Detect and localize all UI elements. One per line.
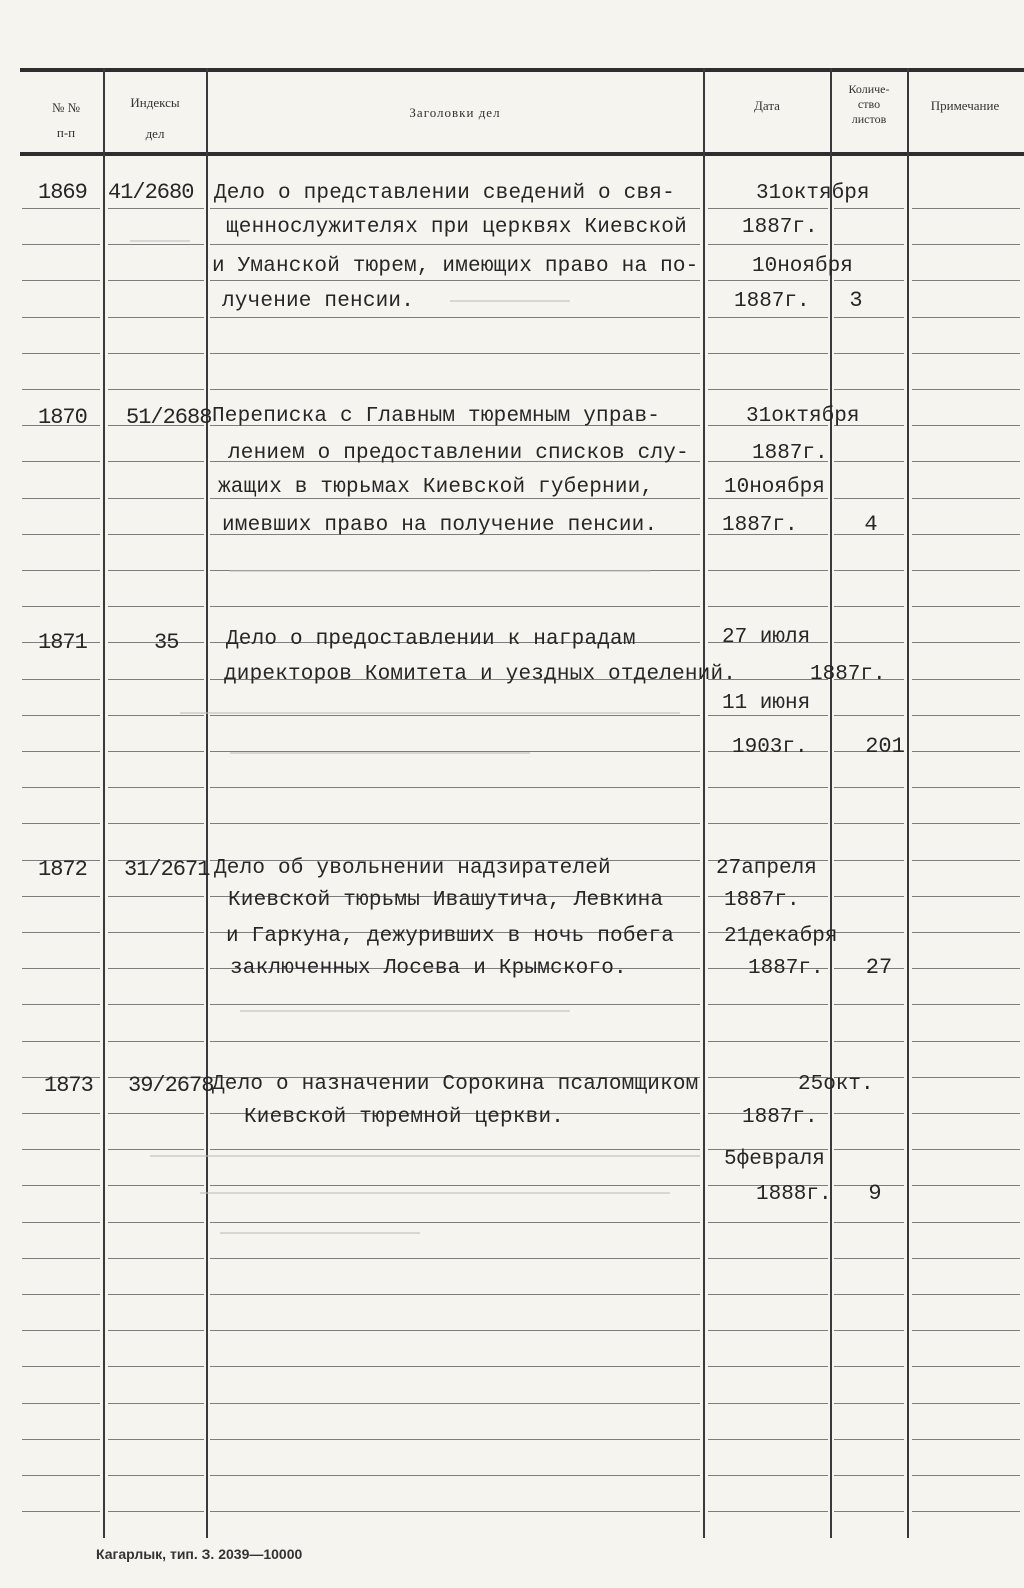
ruled-line [22,896,100,897]
entry-index: 35 [154,630,179,655]
ruled-line [912,244,1020,245]
header-title: Заголовки дел [409,105,501,120]
ruled-line [834,280,904,281]
ruled-line [210,1330,700,1331]
ruled-line [22,208,100,209]
entry-date-end-year: 1887г. [722,514,798,537]
bleed-through-mark [240,1010,570,1012]
entry-number: 1871 [38,630,87,655]
bleed-through-mark [180,712,680,714]
ruled-line [210,208,700,209]
ruled-line [834,244,904,245]
ruled-line [22,1185,100,1186]
entry-sheet-count: 4 [864,512,878,537]
ruled-line [834,932,904,933]
ruled-line [108,932,204,933]
entry-date-start-year: 1887г. [810,663,886,686]
entry-index: 39/2678 [128,1073,214,1098]
entry-title-line: Дело о назначении Сорокина псаломщиком [212,1073,699,1096]
entry-date-end-year: 1887г. [748,957,824,980]
entry-title-line: директоров Комитета и уездных отделений. [224,663,737,686]
ruled-line [912,1185,1020,1186]
ruled-line [210,1403,700,1404]
ruled-line [834,498,904,499]
ruled-line [22,1511,100,1512]
ruled-line [834,1403,904,1404]
ruled-line [834,1330,904,1331]
ruled-line [108,679,204,680]
entry-date-start-year: 1887г. [742,1106,818,1129]
ruled-line [108,606,204,607]
ruled-line [912,1330,1020,1331]
entry-index: 31/2671 [124,857,210,882]
ruled-line [834,570,904,571]
ruled-line [108,1475,204,1476]
ruled-line [22,534,100,535]
ruled-line [22,932,100,933]
ruled-line [22,1041,100,1042]
ruled-line [108,1004,204,1005]
ruled-line [708,1294,828,1295]
ruled-line [912,208,1020,209]
entry-title-line: заключенных Лосева и Крымского. [230,957,627,980]
ruled-line [22,1475,100,1476]
entry-sheet-count: 201 [865,734,905,759]
ruled-line [834,1113,904,1114]
entry-title-line: лением о предоставлении списков слу- [228,442,689,465]
ruled-line [22,1222,100,1223]
entry-sheet-count: 9 [868,1181,882,1206]
ruled-line [22,606,100,607]
ruled-line [708,1439,828,1440]
ruled-line [834,317,904,318]
ruled-line [22,823,100,824]
ruled-line [834,208,904,209]
ruled-line [708,317,828,318]
ruled-line [108,534,204,535]
ruled-line [834,860,904,861]
ruled-line [108,353,204,354]
ruled-line [912,1439,1020,1440]
ruled-line [834,1294,904,1295]
ruled-line [912,1004,1020,1005]
ruled-line [834,606,904,607]
entry-date-start-year: 1887г. [724,889,800,912]
ruled-line [210,1366,700,1367]
entry-date-end-year: 1888г. [756,1183,832,1206]
ruled-line [912,751,1020,752]
ruled-line [108,1222,204,1223]
ruled-line [834,461,904,462]
ruled-line [210,1041,700,1042]
entry-title-line: и Уманской тюрем, имеющих право на по- [212,255,699,278]
ruled-line [22,715,100,716]
entry-date-start: 25окт. [798,1073,874,1096]
ruled-line [22,1439,100,1440]
ruled-line [108,968,204,969]
ruled-line [912,317,1020,318]
ruled-line [834,1004,904,1005]
bleed-through-mark [450,300,570,302]
ruled-line [912,570,1020,571]
ruled-line [108,715,204,716]
ruled-line [22,1149,100,1150]
ruled-line [708,1366,828,1367]
ruled-line [210,1149,700,1150]
entry-sheet-count: 27 [865,955,893,980]
entry-number: 1869 [38,180,87,205]
ruled-line [210,1475,700,1476]
ruled-line [708,1222,828,1223]
ruled-line [708,1475,828,1476]
ruled-line [108,896,204,897]
ruled-line [834,1149,904,1150]
ruled-line [912,1511,1020,1512]
bleed-through-mark [230,752,530,754]
ruled-line [108,1294,204,1295]
ruled-line [108,570,204,571]
ruled-line [108,317,204,318]
ruled-line [912,280,1020,281]
entry-date-end: 21декабря [724,925,838,948]
ruled-line [708,1258,828,1259]
ruled-line [912,353,1020,354]
ruled-line [708,606,828,607]
ruled-line [708,353,828,354]
entry-date-end-year: 1903г. [732,736,808,759]
bleed-through-mark [130,240,190,242]
entry-sheet-count: 3 [849,288,863,313]
ruled-line [108,280,204,281]
ruled-line [210,606,700,607]
ruled-line [210,280,700,281]
ruled-line [210,389,700,390]
header-bottom-rule [20,152,1024,156]
ruled-line [108,1330,204,1331]
ruled-line [210,244,700,245]
col-divider-2 [206,68,208,1538]
ruled-line [834,1366,904,1367]
entry-date-end-year: 1887г. [734,290,810,313]
ruled-line [108,1149,204,1150]
ruled-line [708,208,828,209]
ruled-line [834,1511,904,1512]
ruled-line [912,1113,1020,1114]
entry-date-start-year: 1887г. [742,216,818,239]
entry-date-start: 31октября [756,182,870,205]
ruled-line [210,1294,700,1295]
ruled-line [834,353,904,354]
ruled-line [834,1439,904,1440]
ruled-line [22,1113,100,1114]
ruled-line [708,570,828,571]
ruled-line [22,1004,100,1005]
ruled-line [108,1439,204,1440]
ruled-line [912,715,1020,716]
ruled-line [708,823,828,824]
ruled-line [912,1149,1020,1150]
ruled-line [22,751,100,752]
ruled-line [912,968,1020,969]
entry-date-end: 5февраля [724,1148,825,1171]
ruled-line [912,389,1020,390]
ruled-line [912,534,1020,535]
ruled-line [22,1294,100,1295]
bleed-through-mark [200,1192,670,1194]
ruled-line [834,389,904,390]
bleed-through-mark [150,1155,700,1157]
ruled-line [912,1222,1020,1223]
ruled-line [708,1041,828,1042]
ruled-line [912,1475,1020,1476]
ruled-line [912,425,1020,426]
entry-date-start: 27апреля [716,857,817,880]
ruled-line [912,1294,1020,1295]
ruled-line [108,244,204,245]
ruled-line [108,751,204,752]
ruled-line [912,1041,1020,1042]
ruled-line [108,1366,204,1367]
header-count: Количе- ство листов [848,82,890,126]
ruled-line [912,1403,1020,1404]
ruled-line [210,353,700,354]
ruled-line [210,1185,700,1186]
ruled-line [210,1222,700,1223]
ruled-line [708,715,828,716]
entry-date-end: 11 июня [722,692,811,715]
ruled-line [108,1113,204,1114]
ruled-line [108,1041,204,1042]
entry-title-line: Киевской тюремной церкви. [244,1106,565,1129]
col-divider-1 [103,68,105,1538]
ruled-line [912,860,1020,861]
ruled-line [708,244,828,245]
entry-title-line: Дело об увольнении надзирателей [214,857,611,880]
ruled-line [210,317,700,318]
col-divider-3 [703,68,705,1538]
entry-title-line: щеннослужителях при церквях Киевской [226,216,687,239]
ruled-line [22,498,100,499]
header-index: Индексы дел [130,95,180,141]
ruled-line [22,679,100,680]
entry-date-start: 27 июля [722,626,811,649]
entry-date-start: 31октября [746,405,860,428]
ruled-line [708,1004,828,1005]
entry-date-end: 10ноября [724,476,825,499]
ruled-line [834,1041,904,1042]
ruled-line [22,389,100,390]
ruled-line [912,1258,1020,1259]
ruled-line [912,1366,1020,1367]
ruled-line [210,823,700,824]
ruled-line [22,317,100,318]
ruled-line [834,787,904,788]
entry-title-line: Киевской тюрьмы Ивашутича, Левкина [228,889,664,912]
entry-index: 51/2688 [126,405,212,430]
ruled-line [912,1077,1020,1078]
entry-title-line: Дело о представлении сведений о свя- [214,182,675,205]
entry-date-end: 10ноября [752,255,853,278]
ruled-line [210,715,700,716]
entry-number: 1872 [38,857,87,882]
ruled-line [912,896,1020,897]
header-note: Примечание [930,98,1000,113]
printer-imprint: Кагарлык, тип. З. 2039—10000 [96,1546,303,1562]
ruled-line [22,1330,100,1331]
ruled-line [22,353,100,354]
bleed-through-mark [220,1232,420,1234]
ruled-line [834,715,904,716]
ruled-line [108,787,204,788]
ruled-line [210,1439,700,1440]
ruled-line [108,498,204,499]
ruled-line [22,1366,100,1367]
entry-title-line: Дело о предоставлении к наградам [226,628,636,651]
header-top-rule [20,68,1024,72]
entry-title-line: Переписка с Главным тюремным управ- [212,405,661,428]
ruled-line [834,1258,904,1259]
ruled-line [912,606,1020,607]
entry-title-line: имевших право на получение пенсии. [222,514,658,537]
bleed-through-mark [230,570,650,572]
ruled-line [912,461,1020,462]
ruled-line [708,389,828,390]
ruled-line [22,1403,100,1404]
ruled-line [22,280,100,281]
ruled-line [108,1258,204,1259]
ruled-line [708,1403,828,1404]
ruled-line [912,642,1020,643]
ruled-line [708,280,828,281]
header-no: № № п-п [51,100,81,140]
ruled-line [834,896,904,897]
ruled-line [108,389,204,390]
entry-title-line: жащих в тюрьмах Киевской губернии, [218,476,654,499]
entry-date-start-year: 1887г. [752,442,828,465]
entry-number: 1870 [38,405,87,430]
ruled-line [210,1004,700,1005]
entry-index: 41/2680 [108,180,194,205]
ruled-line [834,823,904,824]
ruled-line [834,642,904,643]
ruled-line [912,679,1020,680]
entry-title-line: и Гаркуна, дежуривших в ночь побега [226,925,675,948]
ruled-line [22,1258,100,1259]
ruled-line [708,787,828,788]
ruled-line [108,823,204,824]
col-divider-5 [907,68,909,1538]
ruled-line [834,1222,904,1223]
ruled-line [22,461,100,462]
ruled-line [912,823,1020,824]
ruled-line [108,461,204,462]
ruled-line [210,787,700,788]
ruled-line [108,1511,204,1512]
ruled-line [834,1475,904,1476]
ruled-line [108,208,204,209]
ruled-line [912,932,1020,933]
ruled-line [108,1185,204,1186]
ruled-line [912,498,1020,499]
ruled-line [22,570,100,571]
header-date: Дата [754,98,780,113]
ruled-line [708,1330,828,1331]
ruled-line [108,1403,204,1404]
entry-number: 1873 [44,1073,93,1098]
entry-title-line: лучение пенсии. [222,290,415,313]
ruled-line [210,1258,700,1259]
ruled-line [22,244,100,245]
ruled-line [210,1511,700,1512]
ruled-line [22,968,100,969]
ruled-line [912,787,1020,788]
ruled-line [22,787,100,788]
ruled-line [708,1511,828,1512]
